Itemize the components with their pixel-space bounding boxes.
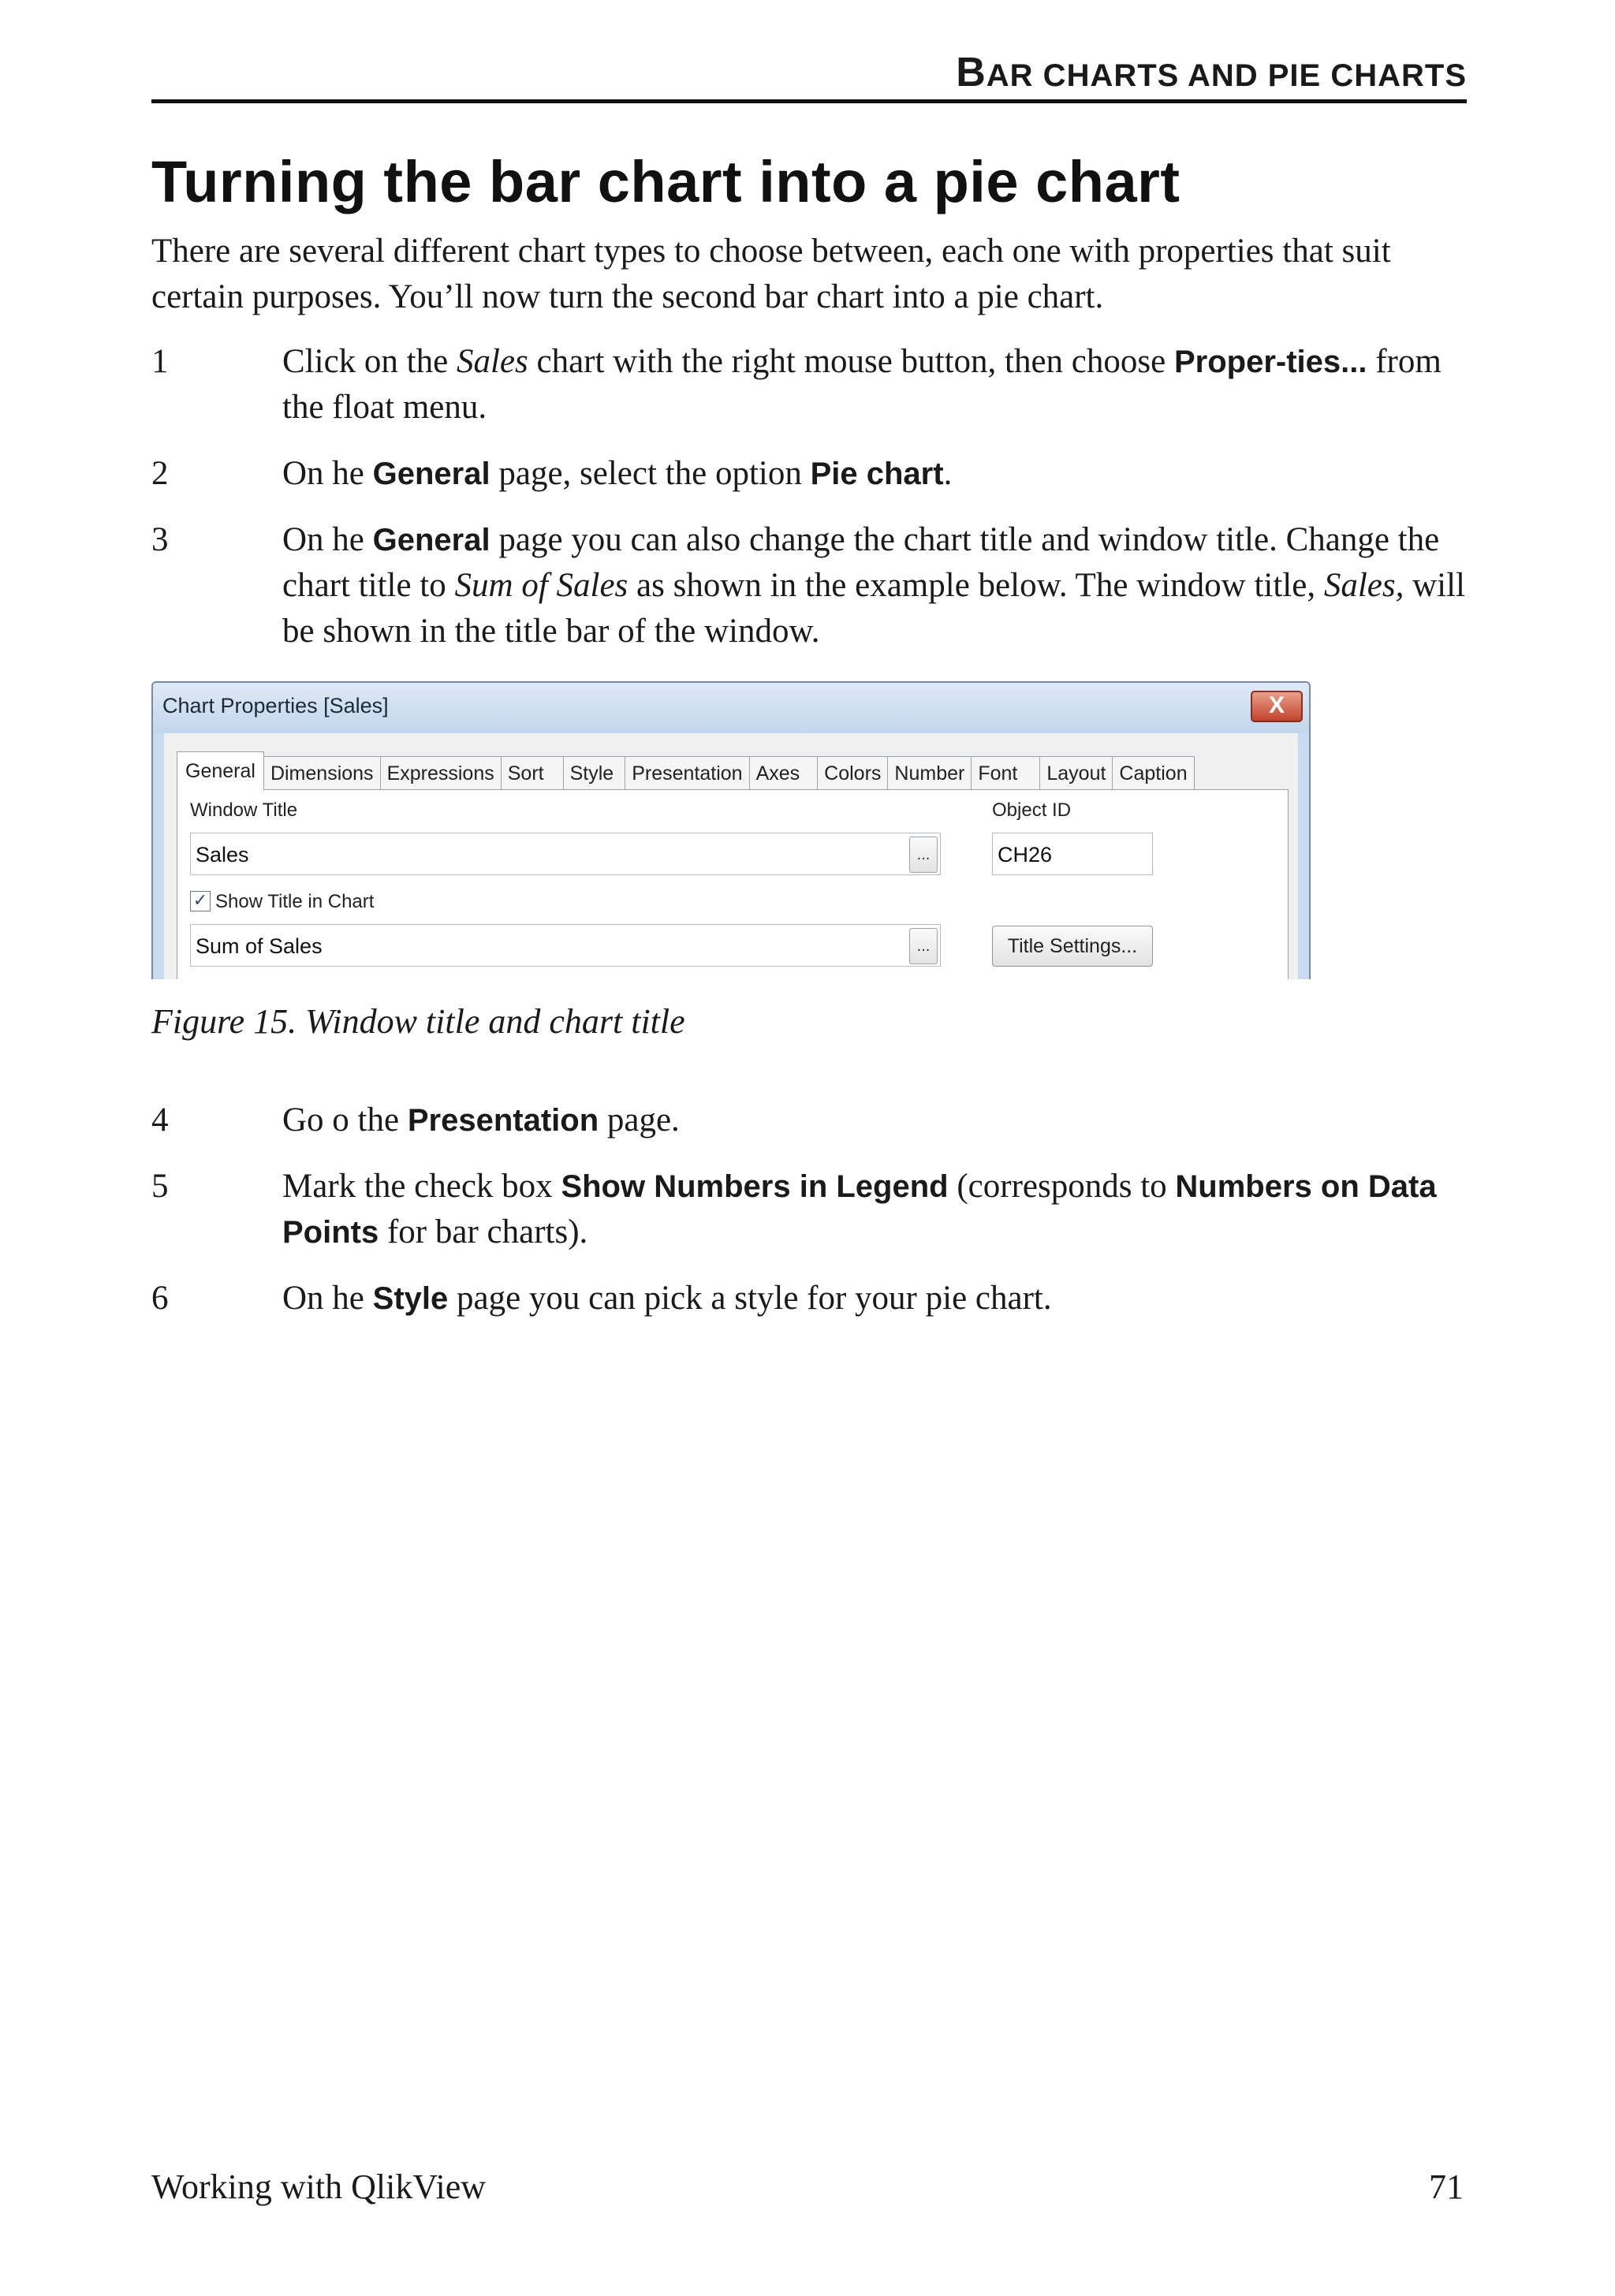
step-number: 5 <box>151 1168 169 1205</box>
window-title-label: Window Title <box>190 800 298 821</box>
step-number: 6 <box>151 1280 169 1317</box>
close-icon[interactable]: X <box>1251 691 1303 722</box>
tab-style[interactable]: Style <box>563 756 626 790</box>
step-number: 3 <box>151 521 169 558</box>
step-text-run: page, select the option <box>490 455 811 492</box>
dialog-body <box>164 733 1298 979</box>
step-text-bold: Numbers on Data Points <box>282 1169 1437 1250</box>
tab-colors[interactable]: Colors <box>817 756 888 790</box>
step-text-bold: Pie chart <box>810 457 944 491</box>
step-text-italic: Sales, <box>1323 567 1404 604</box>
step-text-run: for bar charts). <box>379 1213 588 1250</box>
tab-axes[interactable]: Axes <box>749 756 819 790</box>
step-text-run: will be shown in the title bar of the window. <box>282 567 1466 650</box>
step-text-run: as shown in the example below. The window title, <box>628 567 1324 604</box>
step-number: 1 <box>151 343 169 380</box>
step-text-italic: Sales <box>456 343 528 380</box>
step-text-run: page. <box>599 1101 680 1139</box>
step-text-run: Mark the check box <box>282 1168 561 1205</box>
step-text-run: page you can pick a style for your pie chart. <box>448 1280 1052 1317</box>
step-text-run: chart with the right mouse button, then choose <box>528 343 1174 380</box>
general-panel <box>177 789 1289 979</box>
running-header-cap: B <box>956 50 987 95</box>
show-title-label: Show Title in Chart <box>215 891 375 912</box>
tab-strip <box>177 752 1194 790</box>
footer-book-title: Working with QlikView <box>151 2167 486 2206</box>
step-text <box>282 517 1465 654</box>
step-text-run: Click on the <box>282 343 457 380</box>
chart-properties-dialog <box>151 681 1311 979</box>
tab-dimensions[interactable]: Dimensions <box>263 756 381 790</box>
object-id-label: Object ID <box>992 800 1072 821</box>
show-title-checkbox[interactable]: ✓ <box>190 891 211 911</box>
step-text-run: page you can also change the chart title and window title. Change the chart title to <box>282 521 1440 604</box>
step-text <box>282 339 1465 430</box>
step-number: 4 <box>151 1101 169 1139</box>
step-text-bold: General <box>372 457 490 491</box>
tab-caption[interactable]: Caption <box>1112 756 1194 790</box>
dialog-titlebar <box>153 683 1309 733</box>
object-id-input[interactable]: CH26 <box>992 833 1153 875</box>
step-text-run: Go o the <box>282 1101 408 1139</box>
title-settings-button[interactable]: Title Settings... <box>992 926 1153 967</box>
tab-presentation[interactable]: Presentation <box>625 756 749 790</box>
step-text-bold: Show Numbers in Legend <box>561 1169 949 1204</box>
running-header-rest: AR CHARTS AND PIE CHARTS <box>986 58 1467 93</box>
step-text <box>282 1276 1465 1321</box>
step-text-bold: Proper-ties... <box>1173 345 1367 379</box>
chart-title-expand-button[interactable]: ... <box>909 928 938 964</box>
chart-title-input[interactable]: Sum of Sales <box>190 924 941 967</box>
step-text-bold: General <box>372 523 490 557</box>
intro-paragraph: There are several different chart types to choose between, each one with properties that suit certain purposes. You’ll now turn the second bar chart into a pie chart. <box>151 233 1391 315</box>
step-number: 2 <box>151 455 169 492</box>
window-title-expand-button[interactable]: ... <box>909 837 938 873</box>
step-text-run: On he <box>282 1280 373 1317</box>
dialog-title: Chart Properties [Sales] <box>162 694 389 718</box>
step-text <box>282 451 1465 497</box>
step-text-bold: Style <box>372 1281 449 1316</box>
step-text-run: . <box>943 455 953 492</box>
step-text-run: from the float menu. <box>282 343 1442 426</box>
step-text-run: On he <box>282 521 373 558</box>
step-text-italic: Sum of Sales <box>454 567 628 604</box>
step-text <box>282 1164 1465 1255</box>
tab-layout[interactable]: Layout <box>1039 756 1113 790</box>
figure-caption: Figure 15. Window title and chart title <box>151 1002 685 1041</box>
tab-sort[interactable]: Sort <box>501 756 564 790</box>
step-text <box>282 1098 1465 1143</box>
running-header <box>151 49 1467 96</box>
tab-font[interactable]: Font <box>971 756 1040 790</box>
window-title-input[interactable]: Sales <box>190 833 941 875</box>
header-rule <box>151 99 1467 103</box>
step-text-bold: Presentation <box>407 1103 599 1138</box>
tab-number[interactable]: Number <box>887 756 972 790</box>
tab-expressions[interactable]: Expressions <box>380 756 502 790</box>
step-text-run: (corresponds to <box>948 1168 1176 1205</box>
section-title: Turning the bar chart into a pie chart <box>151 149 1180 214</box>
step-text-run: On he <box>282 455 373 492</box>
page-number: 71 <box>1429 2167 1464 2206</box>
tab-general[interactable]: General <box>177 751 264 790</box>
